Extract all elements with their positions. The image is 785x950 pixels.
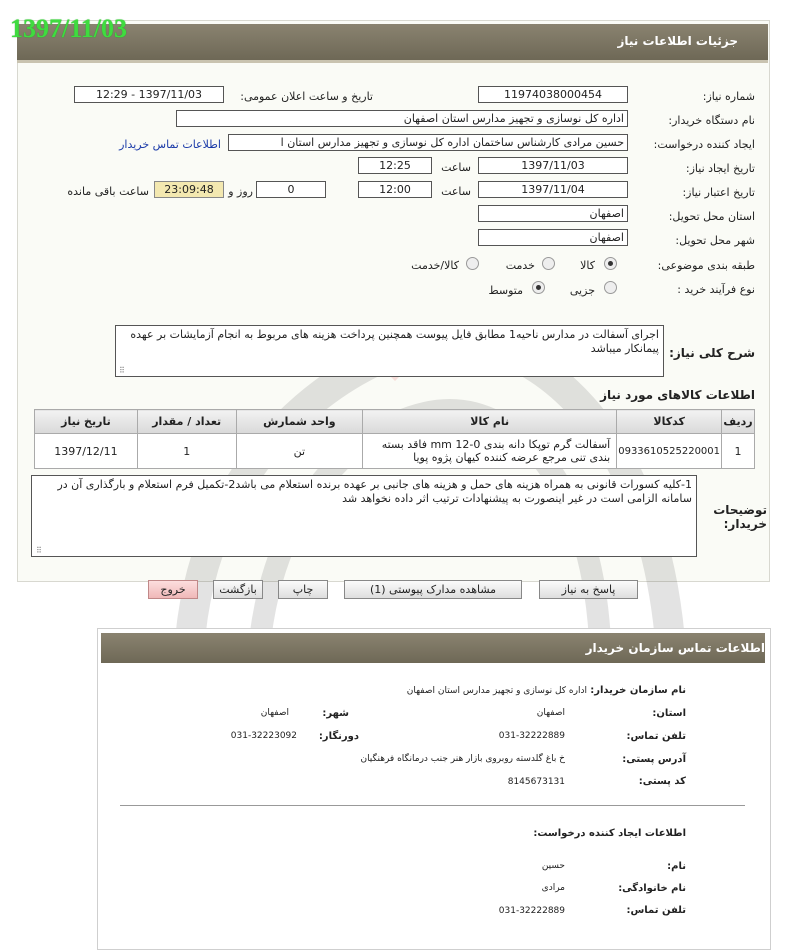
contact-phone-value: 031-32222889 [498,731,565,741]
category-label: طبقه بندی موضوعی: [657,259,755,272]
creator-label: ایجاد کننده درخواست: [653,138,755,151]
notes-textarea[interactable] [31,475,697,557]
process-radio-medium[interactable] [532,281,545,294]
requester-phone-label: تلفن تماس: [626,905,686,916]
details-title: جزئیات اطلاعات نیاز [617,34,738,48]
back-button[interactable]: بازگشت [213,580,263,599]
col-row: ردیف [722,410,755,434]
print-button[interactable]: چاپ [278,580,328,599]
validity-time-field: 12:00 [358,181,432,198]
contact-address-value: خ باغ گلدسته روبروی بازار هنر جنب درمانگاه فرهنگیان [360,754,565,764]
announce-field: 1397/11/03 - 12:29 [74,86,224,103]
category-option-service: خدمت [505,259,535,272]
contact-city-label: شهر: [322,708,349,719]
cell-qty: 1 [137,434,236,469]
buyer-org-field: اداره کل نوسازی و تجهیز مدارس استان اصفهان [176,110,628,127]
exit-button[interactable]: خروج [148,580,198,599]
description-label: شرح کلی نیاز: [669,346,755,360]
contact-fax-value: 031-32223092 [230,731,297,741]
category-radio-service[interactable] [542,257,555,270]
date-stamp: 1397/11/03 [10,14,128,43]
cell-code: 0933610525220001 [617,434,722,469]
validity-date-field: 1397/11/04 [478,181,628,198]
cell-row: 1 [722,434,755,469]
buyer-contact-link[interactable]: اطلاعات تماس خریدار [119,138,221,151]
cell-date: 1397/12/11 [35,434,138,469]
requester-phone-value: 031-32222889 [498,906,565,916]
days-label: روز و [228,185,253,198]
created-hour-label: ساعت [441,161,471,174]
description-textarea[interactable] [115,325,664,377]
notes-label: توضیحات خریدار: [713,503,767,531]
resize-grip-icon[interactable]: ⠿ [119,366,125,375]
category-option-goods: کالا [580,259,595,272]
notes-resize-grip-icon[interactable]: ⠿ [36,546,42,555]
announce-label: تاریخ و ساعت اعلان عمومی: [240,90,373,103]
contact-postal-label: کد پستی: [638,776,686,787]
contact-postal-value: 8145673131 [507,777,565,787]
creator-field: حسین مرادی کارشناس ساختمان اداره کل نوسازی و تجهیز مدارس استان ا [228,134,628,151]
col-date: تاریخ نیاز [35,410,138,434]
contact-address-label: آدرس پستی: [622,754,686,765]
col-name: نام کالا [363,410,617,434]
requester-first-name-value: حسین [541,861,565,871]
category-radio-both[interactable] [466,257,479,270]
contact-city-value: اصفهان [260,708,289,718]
process-option-minor: جزیی [569,284,595,297]
col-code: کدکالا [617,410,722,434]
requester-first-name-label: نام: [667,861,686,872]
contact-divider [120,805,745,806]
requester-title: اطلاعات ایجاد کننده درخواست: [533,828,686,839]
category-option-both: کالا/خدمت [411,259,459,272]
remaining-label: ساعت باقی مانده [67,185,149,198]
requester-last-name-label: نام خانوادگی: [618,883,686,894]
contact-province-value: اصفهان [536,708,565,718]
col-unit: واحد شمارش [236,410,363,434]
validity-hour-label: ساعت [441,185,471,198]
table-row [35,434,755,469]
cell-name: آسفالت گرم توپکا دانه بندی mm 12-0 فاقد بسته بندی تنی مرجع عرضه کننده کیهان پژوه پویا [363,434,617,469]
items-section-title: اطلاعات کالاهای مورد نیاز [600,388,755,402]
col-qty: تعداد / مقدار [137,410,236,434]
details-header [17,24,768,63]
items-table [34,409,755,469]
created-date-label: تاریخ ایجاد نیاز: [685,162,755,175]
attachments-button[interactable]: مشاهده مدارک پیوستی (1) [344,580,522,599]
requester-last-name-value: مرادی [541,883,565,893]
notes-text: 1-کلیه کسورات قانونی به همراه هزینه های حمل و هزینه های جانبی بر عهده برنده استعلام می باشد2-تکمیل فرم استعلام و بارگذاری آن در سامانه الزامی است در غیر اینصورت به پیشنهادات ترتیب اثر داده نخواهد شد [57,478,692,505]
description-text: اجرای آسفالت در مدارس ناحیه1 مطابق فایل پیوست همچنین پرداخت هزینه های مربوط به انجام آزمایشات بر عهده پیمانکار میباشد [130,328,659,355]
reply-button[interactable]: پاسخ به نیاز [539,580,638,599]
contact-province-label: استان: [652,708,686,719]
category-radio-goods[interactable] [604,257,617,270]
cell-unit: تن [236,434,363,469]
need-number-field: 11974038000454 [478,86,628,103]
buyer-org-label: نام دستگاه خریدار: [668,114,755,127]
city-label: شهر محل تحویل: [675,234,755,247]
days-field: 0 [256,181,326,198]
items-header-row [35,410,755,434]
contact-org-value: اداره کل نوسازی و تجهیز مدارس استان اصفهان [406,686,587,696]
process-radio-minor[interactable] [604,281,617,294]
contact-phone-label: تلفن تماس: [626,731,686,742]
province-label: استان محل تحویل: [668,210,755,223]
contact-fax-label: دورنگار: [318,731,359,742]
process-label: نوع فرآیند خرید : [677,283,755,296]
created-date-field: 1397/11/03 [478,157,628,174]
created-time-field: 12:25 [358,157,432,174]
contact-panel [97,628,771,950]
process-option-medium: متوسط [488,284,523,297]
contact-org-label: نام سازمان خریدار: [590,685,686,696]
validity-label: تاریخ اعتبار نیاز: [682,186,755,199]
remaining-timer: 23:09:48 [154,181,224,198]
city-field: اصفهان [478,229,628,246]
province-field: اصفهان [478,205,628,222]
contact-header [101,633,765,663]
need-number-label: شماره نیاز: [702,90,755,103]
contact-title: اطلاعات تماس سازمان خریدار [585,641,765,655]
